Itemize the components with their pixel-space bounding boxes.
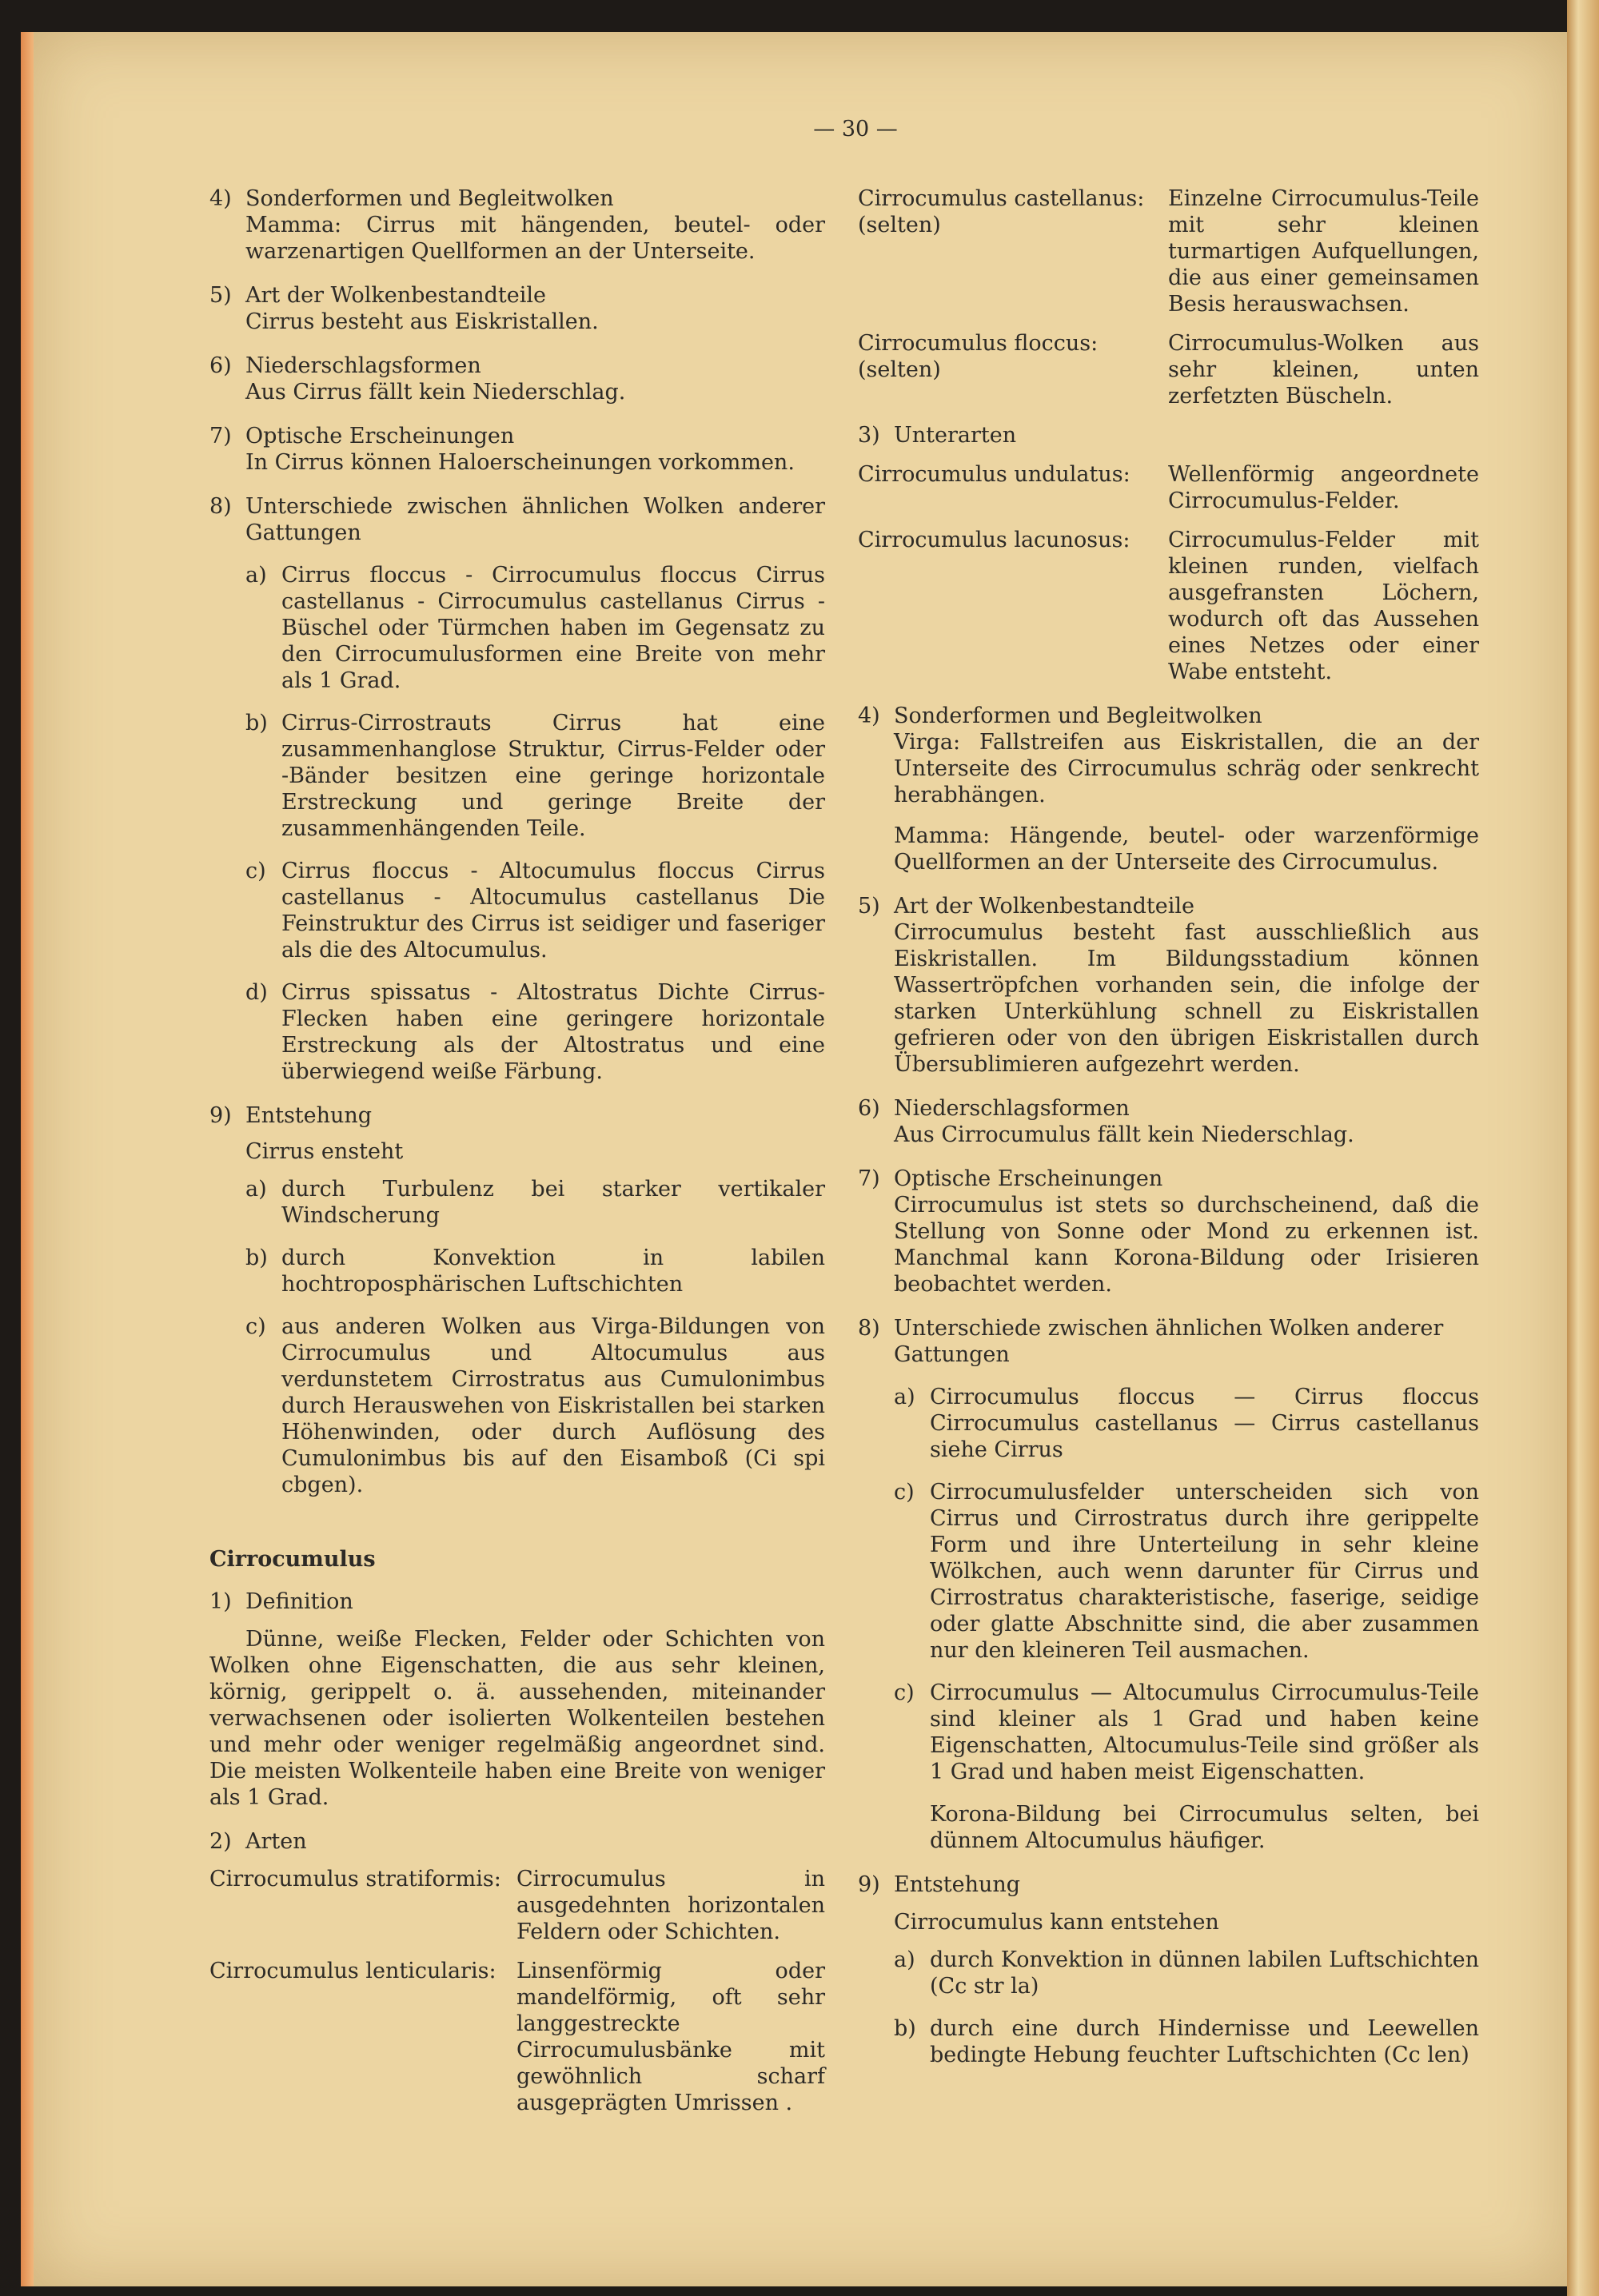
section-entstehung-cc (858, 1871, 1479, 2068)
section-title: Art der Wolkenbestandteile (894, 894, 1194, 919)
section-number: 8) (209, 494, 232, 519)
section-sonderformen-cirrus (209, 185, 825, 265)
section-niederschlag-cirrus (209, 353, 825, 405)
definition-row: Cirrocumulus stratiformis: Cirrocumulus in ausgedehnten horizontalen Feldern oder Schichten. (209, 1867, 825, 1944)
section-body: Mamma: Cirrus mit hängenden, beutel- oder warzenartigen Quellformen an der Unterseite. (245, 213, 825, 264)
cirrocumulus-heading: Cirrocumulus (209, 1547, 376, 1572)
section-title: Niederschlagsformen (894, 1096, 1130, 1121)
section-niederschlag-cc (858, 1095, 1479, 1148)
list-item: a) Cirrocumulus floccus — Cirrus floccus Cirrocumulus castellanus — Cirrus castellanus siehe Cirrus (894, 1385, 1479, 1462)
right-column (858, 185, 1479, 2086)
section-title: Entstehung (894, 1872, 1021, 1897)
section-number: 5) (858, 894, 880, 919)
section-title: Sonderformen und Begleitwolken (245, 186, 614, 211)
list-item: a) Cirrus floccus - Cirrocumulus floccus Cirrus castellanus - Cirrocumulus castellanus Cirrus - Büschel oder Türmchen haben im Gegensatz zu den Cirrocumulusformen eine Breite von mehr als 1 Grad. (245, 563, 825, 693)
definition-row: Cirrocumulus undulatus: Wellenförmig angeordnete Cirrocumulus-Felder. (858, 462, 1479, 513)
section-number: 4) (209, 186, 232, 211)
section-number: 9) (209, 1103, 232, 1128)
section-sonderformen-cc (858, 703, 1479, 875)
section-number: 7) (858, 1166, 880, 1191)
list-item: c) Cirrus floccus - Altocumulus floccus Cirrus castellanus - Altocumulus castellanus Die Feinstruktur des Cirrus ist seidiger und faseriger als die des Altocumulus. (245, 859, 825, 963)
section-title: Sonderformen und Begleitwolken (894, 704, 1262, 728)
section-number: 4) (858, 704, 880, 728)
section-title: Optische Erscheinungen (894, 1166, 1163, 1191)
section-title: Entstehung (245, 1103, 373, 1128)
section-number: 2) (209, 1829, 232, 1854)
section-bestandteile-cirrus (209, 282, 825, 335)
section-body: Virga: Fallstreifen aus Eiskristallen, die an der Unterseite des Cirrocumulus schräg oder senkrecht herabhängen. (894, 730, 1479, 807)
section-title: Unterschiede zwischen ähnlichen Wolken anderer Gattungen (245, 494, 825, 545)
section-unterschiede-cc (858, 1315, 1479, 1854)
section-title: Definition (245, 1589, 353, 1614)
section-body: Cirrocumulus besteht fast ausschließlich aus Eiskristallen. Im Bildungsstadium können Wassertröpfchen vorhanden sein, die infolge der starken Unterkühlung schnell zu Eiskristallen gefrieren oder von den übrigen Eiskristallen durch Übersublimieren aufgezehrt werden. (894, 920, 1479, 1077)
section-title: Unterschiede zwischen ähnlichen Wolken anderer Gattungen (894, 1316, 1444, 1367)
list-item: a) durch Konvektion in dünnen labilen Luftschichten (Cc str la) (894, 1947, 1479, 1999)
list-item: a) durch Turbulenz bei starker vertikaler Windscherung (245, 1177, 825, 1228)
section-body: Dünne, weiße Flecken, Felder oder Schichten von Wolken ohne Eigenschatten, die aus sehr kleinen, körnig, gerippelt o. ä. aussehenden, miteinander verwachsenen oder isolierten Wolkenteilen bestehen und mehr oder weniger regelmäßig angeordnet sind. Die meisten Wolkenteile haben eine Breite von weniger als 1 Grad. (209, 1627, 825, 1810)
section-body: Aus Cirrus fällt kein Niederschlag. (245, 380, 626, 405)
section-unterschiede-cirrus (209, 493, 825, 1085)
section-optik-cirrus (209, 423, 825, 476)
section-intro: Cirrus ensteht (245, 1139, 404, 1164)
section-number: 8) (858, 1316, 880, 1341)
section-title: Arten (245, 1829, 307, 1854)
section-body: Mamma: Hängende, beutel- oder warzenförmige Quellformen an der Unterseite des Cirrocumulus. (894, 823, 1479, 875)
section-bestandteile-cc (858, 893, 1479, 1078)
section-body: Cirrocumulus ist stets so durchscheinend, daß die Stellung von Sonne oder Mond zu erkennen ist. Manchmal kann Korona-Bildung oder Irisieren beobachtet werden. (894, 1193, 1479, 1297)
list-item: b) durch eine durch Hindernisse und Leewellen bedingte Hebung feuchter Luftschichten (Cc len) (894, 2016, 1479, 2067)
section-optik-cc (858, 1166, 1479, 1297)
definition-row: Cirrocumulus castellanus: (selten) Einzelne Cirrocumulus-Teile mit sehr kleinen turmartigen Aufquellungen, die aus einer gemeinsamen Besis herauswachsen. (858, 186, 1479, 317)
definition-row: Cirrocumulus lenticularis: Linsenförmig oder mandelförmig, oft sehr langgestreckte Cirrocumulusbänke mit gewöhnlich scharf ausgeprägten Umrissen . (209, 1959, 825, 2115)
section-number: 7) (209, 424, 232, 448)
section-entstehung-cirrus (209, 1102, 825, 1498)
section-arten-cc (209, 1828, 825, 2116)
section-number: 5) (209, 283, 232, 308)
page-edge-right (1567, 0, 1599, 2296)
list-item: c) Cirrocumulus — Altocumulus Cirrocumulus-Teile sind kleiner als 1 Grad und haben keine Eigenschatten, Altocumulus-Teile sind größer als 1 Grad und haben meist Eigenschatten. Korona-Bildung bei Cirrocumulus selten, bei dünnem Altocumulus häufiger. (894, 1680, 1479, 1853)
list-item: b) Cirrus-Cirrostrauts Cirrus hat eine zusammenhanglose Struktur, Cirrus-Felder oder -Bänder besitzen eine geringe horizontale Erstreckung und geringe Breite der zusammenhängenden Teile. (245, 711, 825, 841)
section-body: Cirrus besteht aus Eiskristallen. (245, 309, 599, 334)
section-number: 1) (209, 1589, 232, 1614)
list-item: c) Cirrocumulusfelder unterscheiden sich von Cirrus und Cirrostratus durch ihre gerippelte Form und ihre Unterteilung in sehr kleine Wölkchen, auch wenn darunter für Cirrus und Cirrostratus charakteristische, faserige, seidige oder glatte Abschnitte sind, die aber zusammen nur den kleineren Teil ausmachen. (894, 1480, 1479, 1663)
list-item: b) durch Konvektion in labilen hochtroposphärischen Luftschichten (245, 1246, 825, 1297)
definition-row: Cirrocumulus floccus: (selten) Cirrocumulus-Wolken aus sehr kleinen, unten zerfetzten Büscheln. (858, 331, 1479, 409)
list-item: d) Cirrus spissatus - Altostratus Dichte Cirrus-Flecken haben eine geringere horizontale Erstreckung als der Altostratus und eine überwiegend weiße Färbung. (245, 980, 825, 1084)
definition-row: Cirrocumulus lacunosus: Cirrocumulus-Felder mit kleinen runden, vielfach ausgefransten Löchern, wodurch oft das Aussehen eines Netzes oder einer Wabe entsteht. (858, 528, 1479, 684)
section-body: Aus Cirrocumulus fällt kein Niederschlag. (894, 1122, 1354, 1147)
list-item: c) aus anderen Wolken aus Virga-Bildungen von Cirrocumulus und Altocumulus aus verdunstetem Cirrostratus aus Cumulonimbus durch Herauswehen von Eiskristallen bei starken Höhenwinden, oder durch Auflösung des Cumulonimbus bis auf den Eisamboß (Ci spi cbgen). (245, 1314, 825, 1497)
section-number: 9) (858, 1872, 880, 1897)
section-title: Art der Wolkenbestandteile (245, 283, 546, 308)
section-body: In Cirrus können Haloerscheinungen vorkommen. (245, 450, 795, 475)
section-title: Optische Erscheinungen (245, 424, 515, 448)
section-intro: Cirrocumulus kann entstehen (894, 1910, 1219, 1935)
section-definition-cc (209, 1588, 825, 1811)
page-number: — 30 — (813, 117, 898, 142)
section-unterarten-heading: 3) Unterarten (858, 423, 1017, 448)
section-title: Niederschlagsformen (245, 353, 481, 378)
section-number: 6) (209, 353, 232, 378)
left-column (209, 185, 825, 2134)
section-number: 6) (858, 1096, 880, 1121)
